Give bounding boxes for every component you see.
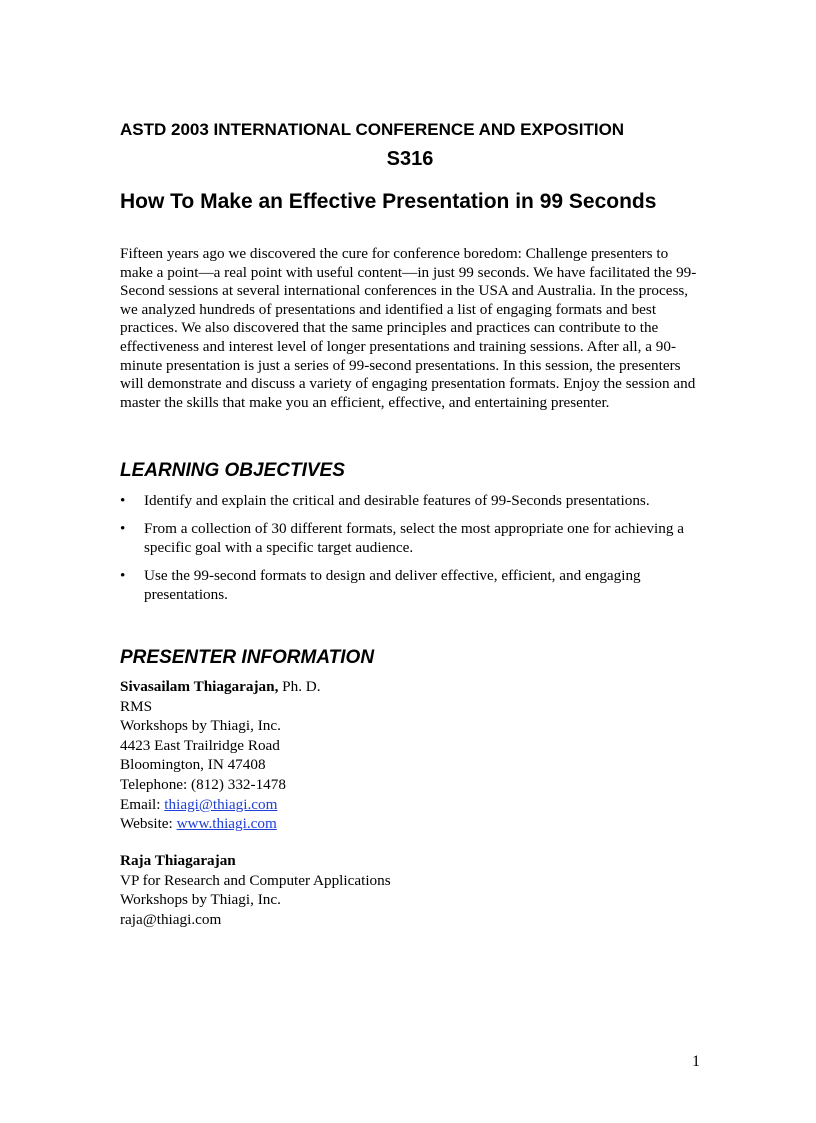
learning-objectives-heading: LEARNING OBJECTIVES: [120, 460, 345, 481]
page-number: 1: [692, 1053, 700, 1070]
document-title: How To Make an Effective Presentation in 99 Seconds: [120, 190, 657, 213]
presenter-1-name-line: [120, 677, 700, 697]
objective-text: Identify and explain the critical and desirable features of 99-Seconds presentations.: [144, 492, 650, 509]
website-label: Website:: [120, 815, 177, 833]
intro-paragraph: Fifteen years ago we discovered the cure for conference boredom: Challenge presenters to make a point—a real point with useful content—in just 99 seconds. We have facilitated the 99-Second sessions at several international conferences in the USA and Australia. In the process, we analyzed hundreds of presentations and identified a list of engaging formats and best practices. We also discovered that the same principles and practices can contribute to the effectiveness and interest level of longer presentations and training sessions. After all, a 90-minute presentation is just a series of 99-second presentations. In this session, the presenters will demonstrate and discuss a variety of engaging presentation formats. Enjoy the session and master the skills that make you an efficient, effective, and entertaining presenter.: [120, 245, 697, 411]
presenter-2-org: Workshops by Thiagi, Inc.: [120, 891, 281, 909]
presenter-1-contact: [120, 677, 700, 834]
learning-objectives-list: [120, 491, 700, 613]
session-code: S316: [386, 148, 434, 170]
conference-title: ASTD 2003 INTERNATIONAL CONFERENCE AND EXPOSITION: [120, 120, 625, 139]
presenter-information-heading: PRESENTER INFORMATION: [120, 647, 375, 668]
presenter-1-city: Bloomington, IN 47408: [120, 756, 266, 774]
presenter-1-website-line: [120, 814, 700, 834]
presenter-2-contact: [120, 851, 700, 929]
presenter-2-name: Raja Thiagarajan: [120, 852, 236, 869]
bullet-icon: •: [120, 520, 126, 537]
presenter-1-name: Sivasailam Thiagarajan,: [120, 678, 279, 695]
bullet-icon: •: [120, 567, 126, 584]
objective-text: Use the 99-second formats to design and deliver effective, efficient, and engaging presentations.: [144, 567, 641, 603]
presenter-1-degree: Ph. D.: [278, 678, 321, 695]
email-label: Email:: [120, 795, 165, 813]
presenter-1-phone: Telephone: (812) 332-1478: [120, 775, 286, 793]
list-item: [120, 519, 700, 557]
list-item: [120, 566, 700, 604]
list-item: [120, 491, 700, 510]
presenter-1-street: 4423 East Trailridge Road: [120, 736, 280, 754]
email-link[interactable]: thiagi@thiagi.com: [164, 795, 278, 813]
bullet-icon: •: [120, 492, 126, 509]
presenter-1-org: Workshops by Thiagi, Inc.: [120, 717, 281, 735]
website-link[interactable]: www.thiagi.com: [176, 815, 277, 833]
objective-text: From a collection of 30 different formats, select the most appropriate one for achieving a specific goal with a specific target audience.: [144, 520, 684, 556]
presenter-1-email-line: [120, 795, 700, 815]
presenter-2-role: VP for Research and Computer Applications: [120, 871, 391, 889]
presenter-1-line1: RMS: [120, 697, 153, 715]
presenter-2-email: raja@thiagi.com: [120, 910, 222, 928]
presenter-2-name-line: [120, 851, 700, 871]
